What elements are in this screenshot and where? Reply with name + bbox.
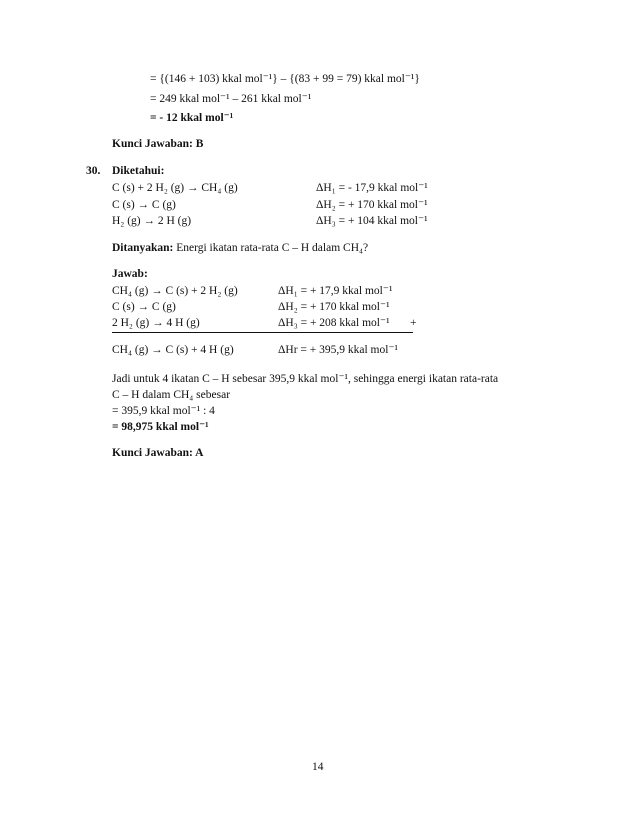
total-dh: ΔHr = + 395,9 kkal mol⁻¹ bbox=[278, 344, 398, 356]
calc-line-1: = {(146 + 103) kkal mol⁻¹} – {(83 + 99 = 79) kkal mol⁻¹} bbox=[150, 73, 420, 85]
conclusion-line-1: Jadi untuk 4 ikatan C – H sebesar 395,9 kkal mol⁻¹, sehingga energi ikatan rata-rata bbox=[112, 373, 499, 385]
step-eq-2: C (s) → C (g) bbox=[112, 301, 176, 313]
step-eq-3: 2 H₂ (g) → 4 H (g) bbox=[112, 317, 200, 329]
step-dh-1: ΔH₁ = + 17,9 kkal mol⁻¹ bbox=[278, 285, 393, 297]
conclusion-line-3: = 395,9 kkal mol⁻¹ : 4 bbox=[112, 405, 215, 417]
answer-label: Jawab: bbox=[112, 268, 148, 280]
asked-text: Energi ikatan rata-rata C – H dalam CH₄? bbox=[176, 242, 369, 254]
total-eq: CH₄ (g) → C (s) + 4 H (g) bbox=[112, 344, 234, 356]
page-number: 14 bbox=[312, 761, 324, 773]
asked-label: Ditanyakan: bbox=[112, 242, 174, 254]
question-number: 30. bbox=[86, 165, 101, 177]
step-eq-1: CH₄ (g) → C (s) + 2 H₂ (g) bbox=[112, 285, 238, 297]
final-answer: = 98,975 kkal mol⁻¹ bbox=[112, 421, 209, 433]
known-dh-1: ΔH₁ = - 17,9 kkal mol⁻¹ bbox=[316, 182, 428, 194]
known-dh-2: ΔH₂ = + 170 kkal mol⁻¹ bbox=[316, 199, 428, 211]
answer-key-a: Kunci Jawaban: A bbox=[112, 447, 204, 459]
known-dh-3: ΔH₃ = + 104 kkal mol⁻¹ bbox=[316, 215, 428, 227]
conclusion-line-2: C – H dalam CH₄ sebesar bbox=[112, 389, 231, 401]
answer-key-b: Kunci Jawaban: B bbox=[112, 138, 204, 150]
known-label: Diketahui: bbox=[112, 165, 165, 177]
known-eq-2: C (s) → C (g) bbox=[112, 199, 176, 211]
known-eq-3: H₂ (g) → 2 H (g) bbox=[112, 215, 192, 227]
step-dh-2: ΔH₂ = + 170 kkal mol⁻¹ bbox=[278, 301, 390, 313]
sum-operator: + bbox=[410, 317, 417, 329]
step-dh-3: ΔH₃ = + 208 kkal mol⁻¹ bbox=[278, 317, 390, 329]
calc-line-3: = - 12 kkal mol⁻¹ bbox=[150, 112, 234, 124]
known-eq-1: C (s) + 2 H₂ (g) → CH₄ (g) bbox=[112, 182, 238, 194]
asked-line bbox=[112, 241, 368, 255]
calc-line-2: = 249 kkal mol⁻¹ – 261 kkal mol⁻¹ bbox=[150, 93, 312, 105]
sum-rule bbox=[112, 332, 413, 333]
